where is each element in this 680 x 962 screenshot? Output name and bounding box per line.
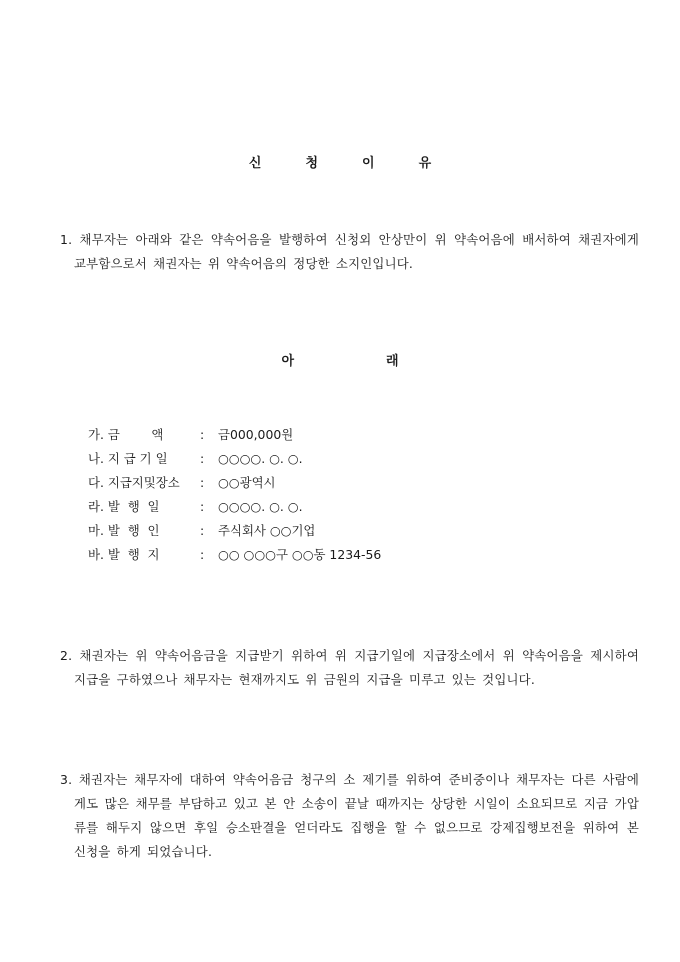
detail-separator: : xyxy=(200,522,205,538)
section-title-char: 아 xyxy=(281,354,294,369)
detail-value: 주식회사 ○○기업 xyxy=(218,523,316,538)
paragraph-2: 2. 채권자는 위 약속어음금을 지급받기 위하여 위 지급기일에 지급장소에서 위 약속어음을 제시하여 지급을 구하였으나 채무자는 현재까지도 위 금원의 지급을 미루고 있는 것입니다. xyxy=(60,648,639,687)
detail-label: 라. 발 행 일 xyxy=(88,499,160,514)
title-char: 이 xyxy=(362,156,375,171)
title-char: 청 xyxy=(305,156,318,171)
detail-row-amount xyxy=(88,422,381,446)
detail-label: 마. 발 행 인 xyxy=(88,523,160,538)
detail-value: ○○광역시 xyxy=(218,475,276,490)
detail-label: 나. 지 급 기 일 xyxy=(88,451,168,466)
detail-value: ○○○○. ○. ○. xyxy=(218,498,303,514)
detail-value: ○○○○. ○. ○. xyxy=(218,450,303,466)
detail-label: 바. 발 행 지 xyxy=(88,547,160,562)
title-char: 신 xyxy=(248,156,262,171)
detail-row-issuer xyxy=(88,518,381,542)
paragraph-1: 1. 채무자는 아래와 같은 약속어음을 발행하여 신청외 안상만이 위 약속어음에 배서하여 채권자에게 교부함으로서 채권자는 위 약속어음의 정당한 소지인입니다. xyxy=(60,232,639,271)
detail-row-issue-date xyxy=(88,494,381,518)
title-char: 유 xyxy=(418,156,432,171)
section-title-char: 래 xyxy=(386,354,399,369)
section-title xyxy=(0,350,680,369)
detail-row-due-date xyxy=(88,446,381,470)
detail-separator: : xyxy=(200,498,205,514)
detail-label: 가. 금 액 xyxy=(88,427,164,442)
detail-separator: : xyxy=(200,546,205,562)
detail-value: 금000,000원 xyxy=(218,427,294,442)
detail-row-issue-place xyxy=(88,542,381,566)
detail-row-payment-place xyxy=(88,470,381,494)
detail-separator: : xyxy=(200,426,205,442)
document-title xyxy=(0,152,680,171)
detail-label: 다. 지급지및장소 xyxy=(88,475,180,490)
details-list xyxy=(88,422,381,566)
paragraph-3: 3. 채권자는 채무자에 대하여 약속어음금 청구의 소 제기를 위하여 준비중이나 채무자는 다른 사람에게도 많은 채무를 부담하고 있고 본 안 소송이 끝날 때까지는 상당한 시일이 소요되므로 지금 가압류를 해두지 않으면 후일 승소판결을 얻더라도 집행을 할 수 없으므로 강제집행보전을 위하여 본 신청을 하게 되었습니다. xyxy=(60,772,639,859)
detail-value: ○○ ○○○구 ○○동 1234-56 xyxy=(218,547,382,562)
detail-separator: : xyxy=(200,474,205,490)
detail-separator: : xyxy=(200,450,205,466)
